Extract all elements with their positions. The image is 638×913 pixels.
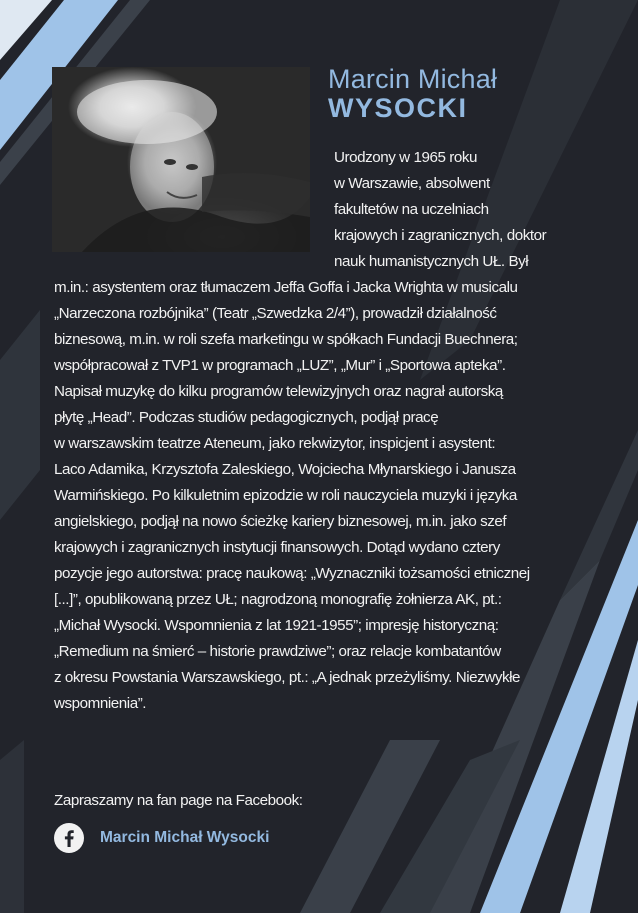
bio-line: wspomnienia”. xyxy=(54,695,147,712)
facebook-page-name[interactable]: Marcin Michał Wysocki xyxy=(100,829,270,846)
author-first-name: Marcin Michał xyxy=(328,64,498,94)
bio-line: „Narzeczona rozbójnika” (Teatr „Szwedzka 2/4”), prowadził działalność xyxy=(54,305,497,322)
bio-line: nauk humanistycznych UŁ. Był xyxy=(334,253,529,270)
bio-line: z okresu Powstania Warszawskiego, pt.: „A jednak przeżyliśmy. Niezwykłe xyxy=(54,669,521,686)
bio-line: „Remedium na śmierć – historie prawdziwe”; oraz relacje kombatantów xyxy=(54,643,501,660)
bio-line: współpracował z TVP1 w programach „LUZ”, „Mur” i „Sportowa apteka”. xyxy=(54,357,506,374)
stripe-left-dark xyxy=(0,310,40,520)
author-last-name: WYSOCKI xyxy=(328,93,468,123)
facebook-link[interactable] xyxy=(54,822,269,854)
bio-line: krajowych i zagranicznych instytucji finansowych. Dotąd wydano cztery xyxy=(54,539,500,556)
bio-line: płytę „Head”. Podczas studiów pedagogicznych, podjął pracę xyxy=(54,409,439,426)
bio-line: biznesową, m.in. w roli szefa marketingu w spółkach Fundacji Buechnera; xyxy=(54,331,518,348)
bio-line: „Michał Wysocki. Wspomnienia z lat 1921-1955”; impresję historyczną: xyxy=(54,617,499,634)
bio-line: Laco Adamika, Krzysztofa Zaleskiego, Wojciecha Młynarskiego i Janusza xyxy=(54,461,516,478)
bio-intro xyxy=(334,145,546,275)
stripe-bottom-left xyxy=(0,740,24,913)
bio-line: [...]”, opublikowaną przez UŁ; nagrodzoną monografię żołnierza AK, pt.: xyxy=(54,591,502,608)
bio-line: Napisał muzykę do kilku programów telewizyjnych oraz nagrał autorską xyxy=(54,383,503,400)
bio-line: w Warszawie, absolwent xyxy=(334,175,490,192)
facebook-invite-text: Zapraszamy na fan page na Facebook: xyxy=(54,792,303,809)
bio-line: w warszawskim teatrze Ateneum, jako rekwizytor, inspicjent i asystent: xyxy=(54,435,496,452)
bio-line: pozycje jego autorstwa: pracę naukową: „Wyznaczniki tożsamości etnicznej xyxy=(54,565,530,582)
bio-line: angielskiego, podjął na nowo ścieżkę kariery biznesowej, m.in. jako szef xyxy=(54,513,507,530)
facebook-icon[interactable] xyxy=(54,823,84,853)
portrait-photo-shapes xyxy=(52,67,310,252)
bio-line: Urodzony w 1965 roku xyxy=(334,149,477,166)
bio-line: fakultetów na uczelniach xyxy=(334,201,489,218)
bio-line: m.in.: asystentem oraz tłumaczem Jeffa Goffa i Jacka Wrighta w musicalu xyxy=(54,279,518,296)
bio-line: krajowych i zagranicznych, doktor xyxy=(334,227,547,244)
portrait-photo xyxy=(52,67,310,252)
bio-line: Warmińskiego. Po kilkuletnim epizodzie w roli nauczyciela muzyki i języka xyxy=(54,487,517,504)
bio-body xyxy=(54,275,530,717)
